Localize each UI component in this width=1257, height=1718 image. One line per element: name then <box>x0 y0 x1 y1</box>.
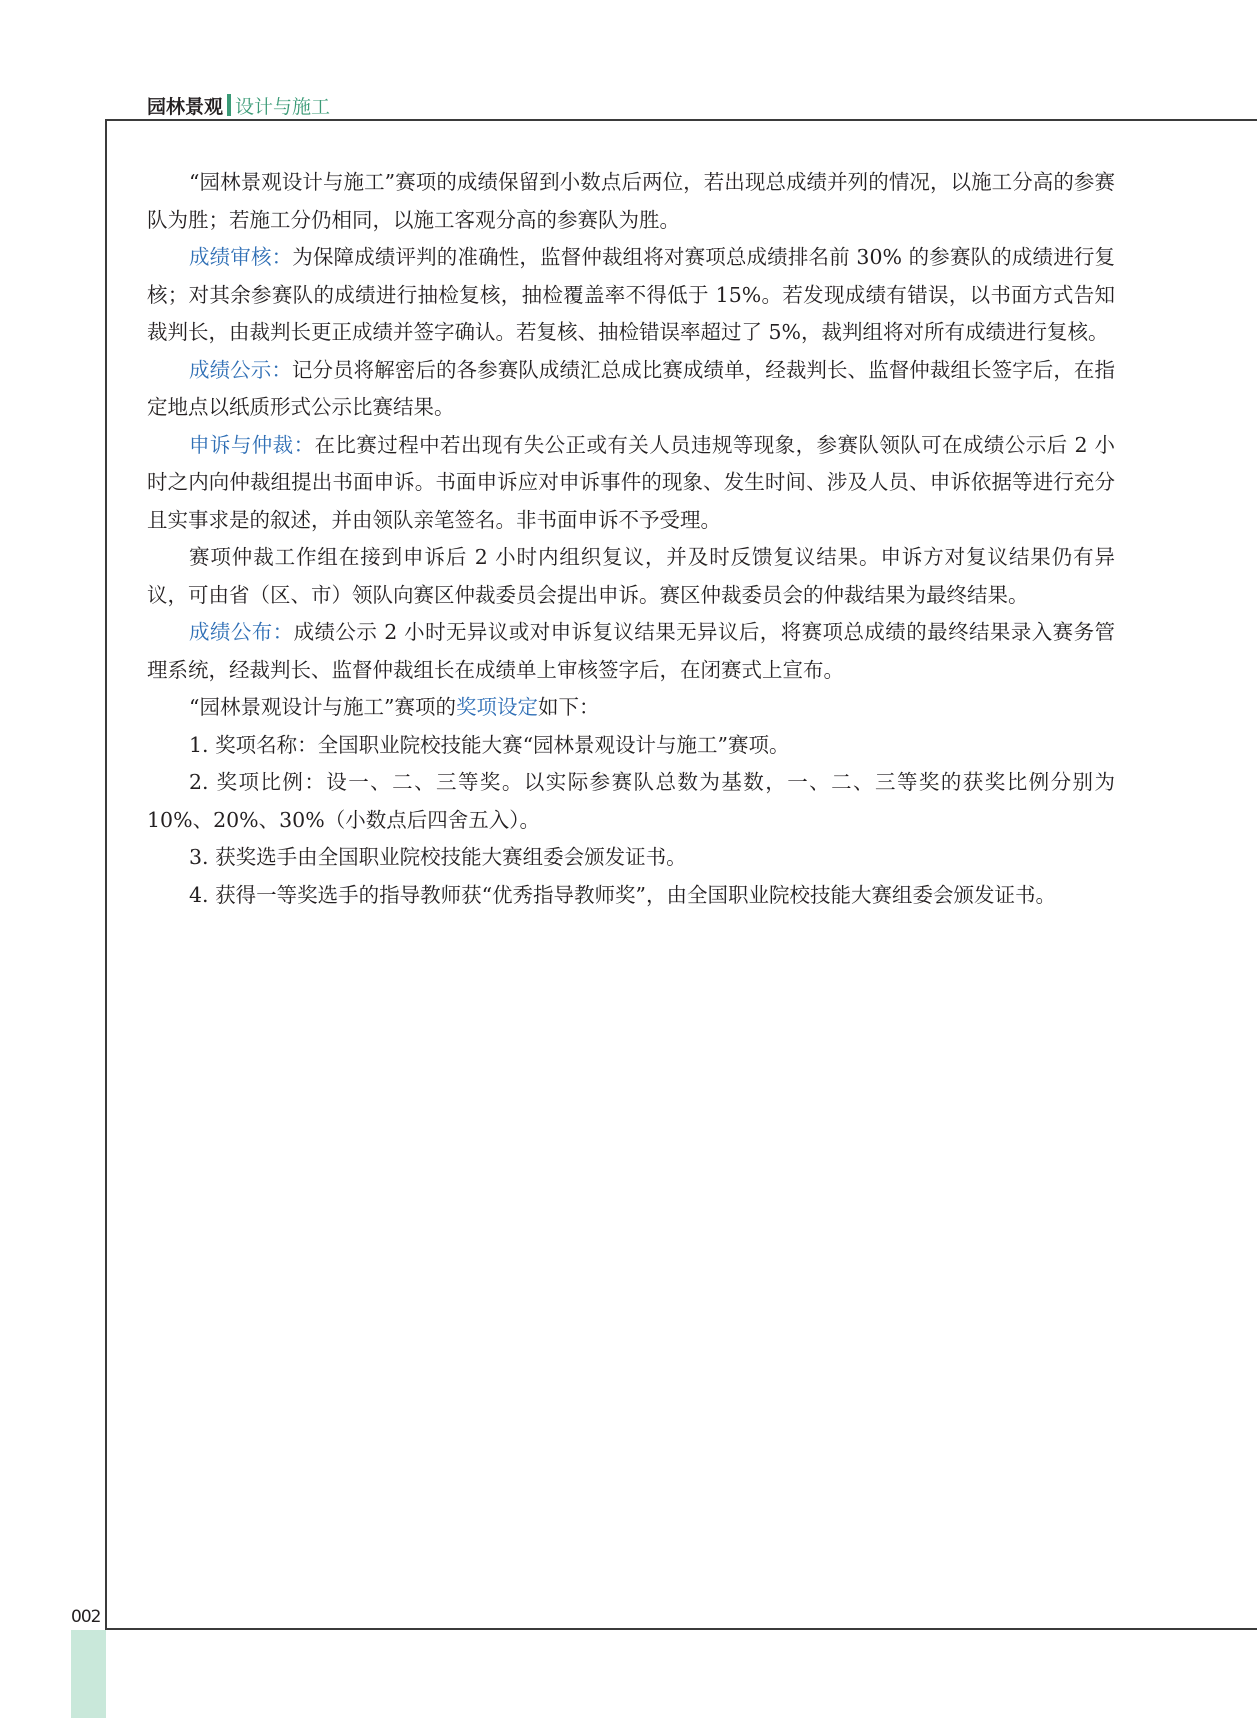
paragraph-text: 3. 获奖选手由全国职业院校技能大赛组委会颁发证书。 <box>189 845 687 869</box>
running-header <box>147 90 330 120</box>
award-item-1 <box>147 727 1115 765</box>
section-label: 成绩公示： <box>189 357 292 382</box>
awards-highlight: 奖项设定 <box>455 695 538 719</box>
body-text <box>147 164 1115 914</box>
book-title: 园林景观 <box>147 95 224 118</box>
paragraph-text: 赛项仲裁工作组在接到申诉后 2 小时内组织复议，并及时反馈复议结果。申诉方对复议结果仍有异议，可由省（区、市）领队向赛区仲裁委员会提出申诉。赛区仲裁委员会的仲裁结果为最终结果。 <box>147 545 1115 607</box>
paragraph-text: 1. 奖项名称：全国职业院校技能大赛“园林景观设计与施工”赛项。 <box>189 732 790 757</box>
paragraph-text: “园林景观设计与施工”赛项的成绩保留到小数点后两位，若出现总成绩并列的情况，以施工分高的参赛队为胜；若施工分仍相同，以施工客观分高的参赛队为胜。 <box>147 170 1115 232</box>
award-item-2 <box>147 764 1115 839</box>
paragraph-tiebreak <box>147 164 1115 239</box>
frame-left-rule <box>105 119 107 1629</box>
series-title: 设计与施工 <box>235 95 331 118</box>
paragraph-text: 成绩公示 2 小时无异议或对申诉复议结果无异议后，将赛项总成绩的最终结果录入赛务管理系统，经裁判长、监督仲裁组长在成绩单上审核签字后，在闭赛式上宣布。 <box>147 620 1115 682</box>
award-item-3 <box>147 839 1115 877</box>
paragraph-score-publish <box>147 614 1115 689</box>
page-number: 002 <box>71 1607 101 1627</box>
section-label: 申诉与仲裁： <box>189 432 315 457</box>
header-divider <box>227 94 231 116</box>
paragraph-text: 在比赛过程中若出现有失公正或有关人员违规等现象，参赛队领队可在成绩公示后 2 小时之内向仲裁组提出书面申诉。书面申诉应对申诉事件的现象、发生时间、涉及人员、申诉依据等进行充分且实事求是的叙述，并由领队亲笔签名。非书面申诉不予受理。 <box>147 432 1115 532</box>
section-label: 成绩公布： <box>189 620 294 644</box>
paragraph-arbitration <box>147 539 1115 614</box>
paragraph-text: 2. 奖项比例：设一、二、三等奖。以实际参赛队总数为基数，一、二、三等奖的获奖比例分别为 10%、20%、30%（小数点后四舍五入）。 <box>147 770 1115 832</box>
frame-top-rule <box>105 119 1257 121</box>
section-label: 成绩审核： <box>189 245 293 269</box>
paragraph-appeal <box>147 427 1115 540</box>
paragraph-text: 如下： <box>537 695 600 719</box>
paragraph-awards-intro <box>147 689 1115 727</box>
award-item-4 <box>147 877 1115 915</box>
paragraph-score-notice <box>147 352 1115 427</box>
paragraph-text: 记分员将解密后的各参赛队成绩汇总成比赛成绩单，经裁判长、监督仲裁组长签字后，在指定地点以纸质形式公示比赛结果。 <box>147 357 1116 419</box>
paragraph-text: 4. 获得一等奖选手的指导教师获“优秀指导教师奖”，由全国职业院校技能大赛组委会颁发证书。 <box>189 882 1057 907</box>
paragraph-text: “园林景观设计与施工”赛项的 <box>189 695 456 719</box>
paragraph-score-review <box>147 239 1115 352</box>
page-edge-tab <box>71 1630 106 1718</box>
paragraph-text: 为保障成绩评判的准确性，监督仲裁组将对赛项总成绩排名前 30% 的参赛队的成绩进行复核；对其余参赛队的成绩进行抽检复核，抽检覆盖率不得低于 15%。若发现成绩有错误，以书面方式告知裁判长，由裁判长更正成绩并签字确认。若复核、抽检错误率超过了 5%，裁判组将对所有成绩进行复核。 <box>147 245 1115 344</box>
frame-bottom-rule <box>105 1628 1257 1630</box>
